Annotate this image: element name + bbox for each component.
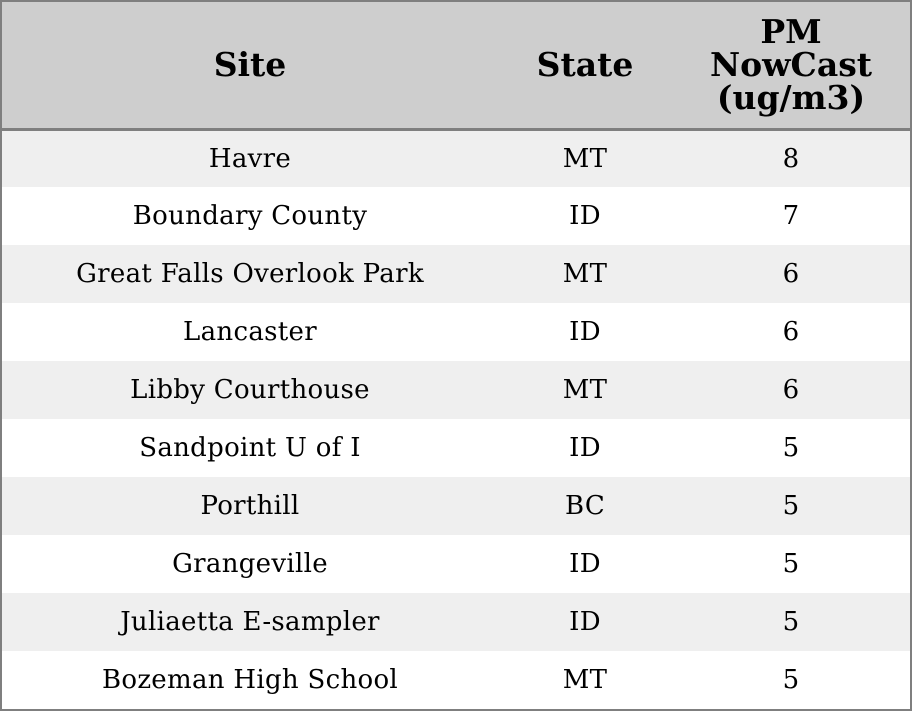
cell-state: MT [562, 143, 608, 174]
cell-pm: 5 [782, 491, 800, 521]
cell-state: ID [569, 201, 601, 231]
cell-site: Porthill [200, 491, 300, 521]
cell-pm: 8 [782, 143, 800, 174]
cell-site: Great Falls Overlook Park [76, 259, 424, 289]
table-row [2, 651, 910, 709]
table-row [2, 477, 910, 535]
cell-pm: 5 [782, 433, 800, 463]
table-row [2, 361, 910, 419]
cell-site: Grangeville [172, 549, 328, 579]
cell-state: MT [562, 665, 608, 695]
header-pm-line2: NowCast [709, 45, 873, 85]
header-site: Site [2, 2, 498, 129]
header-pm-line1: PM [760, 12, 822, 52]
cell-state: MT [562, 375, 608, 405]
cell-state: ID [569, 549, 601, 579]
cell-pm: 6 [782, 317, 800, 347]
cell-state: BC [564, 491, 606, 521]
pm-nowcast-table [2, 2, 910, 709]
header-state: State [498, 2, 672, 129]
cell-pm: 5 [782, 665, 800, 695]
cell-state: ID [569, 607, 601, 637]
header-pm-line3: (ug/m3) [716, 78, 866, 118]
header-row [2, 2, 910, 129]
cell-site: Juliaetta E-sampler [120, 607, 380, 637]
table-body [2, 129, 910, 709]
cell-pm: 5 [782, 549, 800, 579]
table-row [2, 419, 910, 477]
cell-pm: 7 [782, 201, 800, 231]
cell-state: ID [569, 317, 601, 347]
cell-pm: 6 [782, 375, 800, 405]
cell-pm: 6 [782, 259, 800, 289]
header-pm-nowcast [672, 2, 910, 129]
cell-site: Lancaster [183, 317, 317, 347]
table-row [2, 187, 910, 245]
table-row [2, 129, 910, 187]
cell-site: Bozeman High School [101, 665, 399, 695]
table-header [2, 2, 910, 129]
cell-state: MT [562, 259, 608, 289]
cell-site: Libby Courthouse [130, 375, 370, 405]
table-row [2, 303, 910, 361]
cell-state: ID [569, 433, 601, 463]
table-row [2, 593, 910, 651]
cell-site: Boundary County [132, 201, 368, 231]
cell-pm: 5 [782, 607, 800, 637]
cell-site: Havre [208, 143, 292, 174]
cell-site: Sandpoint U of I [139, 433, 361, 463]
table-row [2, 535, 910, 593]
table-row [2, 245, 910, 303]
